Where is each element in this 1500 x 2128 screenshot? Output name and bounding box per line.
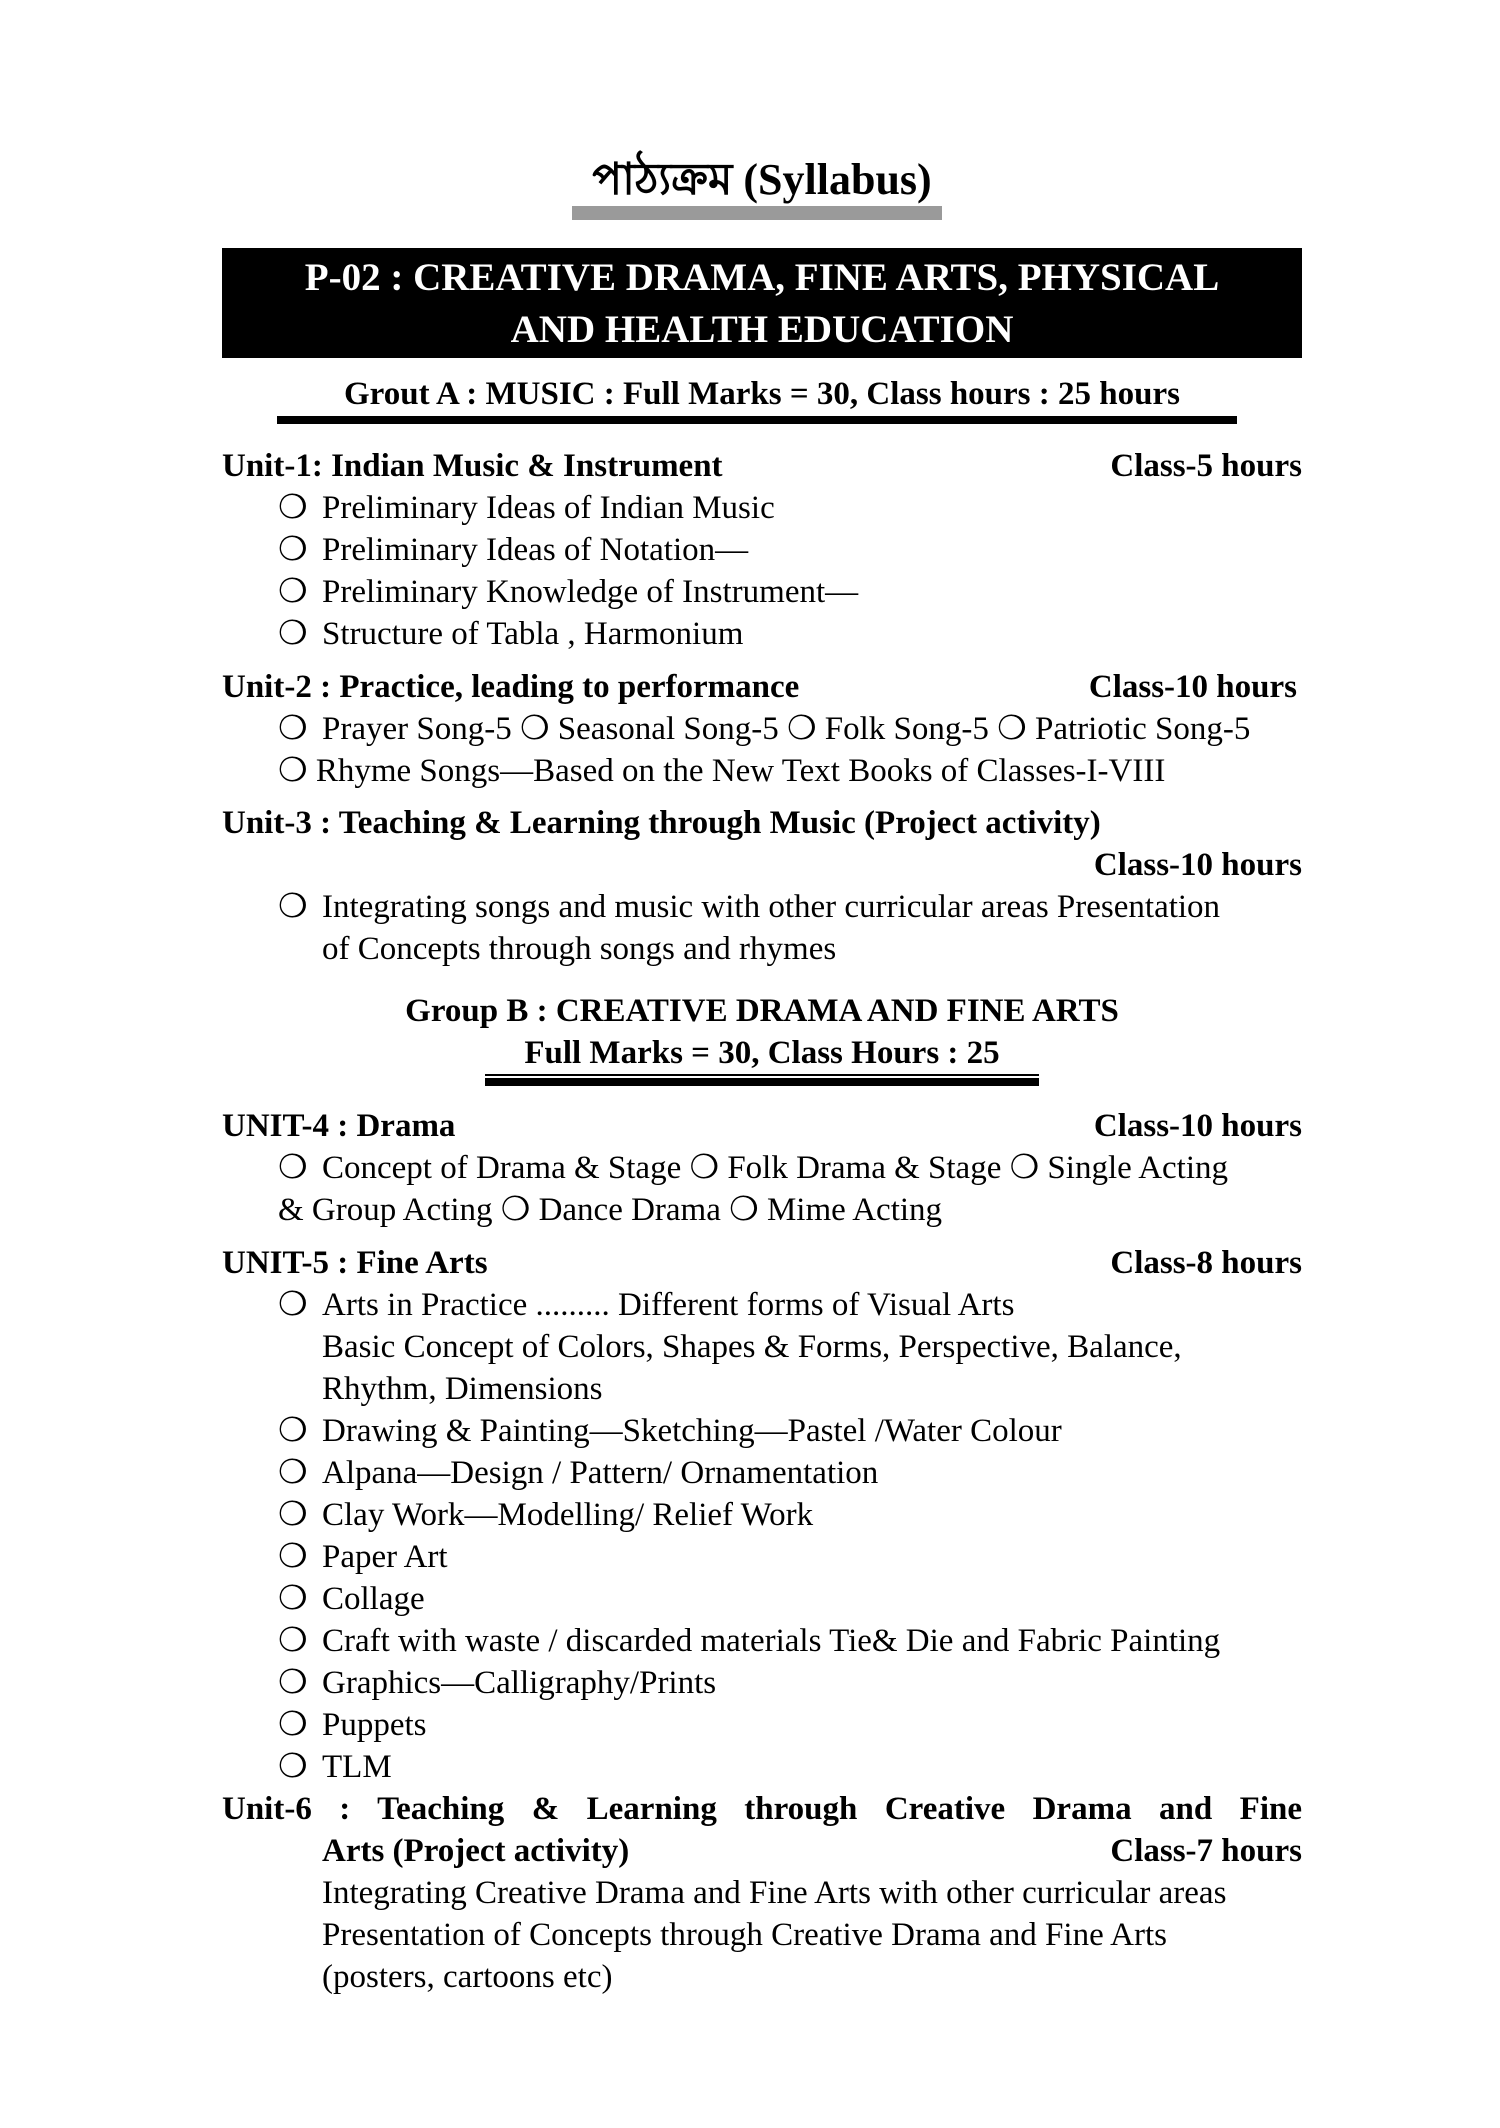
unit-4-hours: Class-10 hours bbox=[1093, 1108, 1302, 1144]
circle-bullet-icon: ❍ bbox=[278, 574, 308, 610]
group-b-marks: Full Marks = 30, Class Hours : 25 bbox=[524, 1035, 1000, 1071]
unit-5-heading bbox=[222, 1242, 1302, 1284]
circle-bullet-icon: ❍ bbox=[278, 532, 308, 568]
unit-6-text-line-3: (posters, cartoons etc) bbox=[322, 1959, 613, 1995]
unit-5-title: UNIT-5 : Fine Arts bbox=[222, 1245, 488, 1281]
unit-3-title: Unit-3 : Teaching & Learning through Music (Project activity) bbox=[222, 805, 1101, 841]
paper-banner bbox=[222, 248, 1302, 358]
unit-5-hours: Class-8 hours bbox=[1110, 1245, 1302, 1281]
circle-bullet-icon: ❍ bbox=[278, 1497, 308, 1533]
group-b-heading: Group B : CREATIVE DRAMA AND FINE ARTS bbox=[405, 993, 1119, 1029]
circle-bullet-icon: ❍ bbox=[278, 1413, 308, 1449]
circle-bullet-icon: ❍ bbox=[278, 1707, 308, 1743]
list-item: ❍ Concept of Drama & Stage ❍ Folk Drama & Stage ❍ Single Acting bbox=[278, 1147, 1228, 1189]
list-item: ❍ Arts in Practice ......... Different forms of Visual Arts bbox=[278, 1284, 1014, 1326]
list-item-continuation: ❍ Rhyme Songs—Based on the New Text Books of Classes-I-VIII bbox=[278, 753, 1166, 789]
unit-2-hours: Class-10 hours bbox=[1088, 669, 1297, 705]
list-item: ❍ Puppets bbox=[278, 1704, 427, 1746]
group-b-rule bbox=[485, 1078, 1039, 1086]
list-item-continuation: Basic Concept of Colors, Shapes & Forms, Perspective, Balance, bbox=[322, 1329, 1182, 1365]
list-item: ❍ Integrating songs and music with other curricular areas Presentation bbox=[278, 886, 1220, 928]
list-item: ❍ Alpana—Design / Pattern/ Ornamentation bbox=[278, 1452, 878, 1494]
unit-1-hours: Class-5 hours bbox=[1110, 448, 1302, 484]
list-item: ❍ Paper Art bbox=[278, 1536, 448, 1578]
unit-3-hours: Class-10 hours bbox=[1093, 847, 1302, 883]
list-item: ❍ Structure of Tabla , Harmonium bbox=[278, 613, 743, 655]
banner-line-2: AND HEALTH EDUCATION bbox=[510, 308, 1014, 351]
unit-1-title: Unit-1: Indian Music & Instrument bbox=[222, 448, 723, 484]
circle-bullet-icon: ❍ bbox=[278, 1623, 308, 1659]
group-a-rule bbox=[277, 416, 1237, 424]
list-item: ❍ Clay Work—Modelling/ Relief Work bbox=[278, 1494, 813, 1536]
circle-bullet-icon: ❍ bbox=[278, 1150, 308, 1186]
circle-bullet-icon: ❍ bbox=[278, 889, 308, 925]
list-item-continuation: & Group Acting ❍ Dance Drama ❍ Mime Acting bbox=[278, 1192, 943, 1228]
circle-bullet-icon: ❍ bbox=[278, 1665, 308, 1701]
circle-bullet-icon: ❍ bbox=[278, 1539, 308, 1575]
list-item: ❍ Preliminary Ideas of Notation— bbox=[278, 529, 748, 571]
page-title: পাঠ্যক্রম (Syllabus) bbox=[592, 155, 932, 204]
circle-bullet-icon: ❍ bbox=[278, 1455, 308, 1491]
circle-bullet-icon: ❍ bbox=[278, 1749, 308, 1785]
list-item: ❍ TLM bbox=[278, 1746, 392, 1788]
circle-bullet-icon: ❍ bbox=[278, 1287, 308, 1323]
unit-6-hours: Class-7 hours bbox=[1110, 1833, 1302, 1869]
unit-6-heading bbox=[222, 1830, 1302, 1872]
list-item-continuation: of Concepts through songs and rhymes bbox=[322, 931, 837, 967]
unit-6-text-line-2: Presentation of Concepts through Creative Drama and Fine Arts bbox=[322, 1917, 1167, 1953]
list-item: ❍ Drawing & Painting—Sketching—Pastel /Water Colour bbox=[278, 1410, 1062, 1452]
unit-6-title-line-1: Unit-6 : Teaching & Learning through Creative Drama and Fine bbox=[222, 1791, 1302, 1827]
circle-bullet-icon: ❍ bbox=[278, 616, 308, 652]
list-item: ❍ Prayer Song-5 ❍ Seasonal Song-5 ❍ Folk Song-5 ❍ Patriotic Song-5 bbox=[278, 708, 1250, 750]
unit-4-title: UNIT-4 : Drama bbox=[222, 1108, 456, 1144]
list-item: ❍ Preliminary Knowledge of Instrument— bbox=[278, 571, 858, 613]
unit-2-title: Unit-2 : Practice, leading to performance bbox=[222, 669, 800, 705]
circle-bullet-icon: ❍ bbox=[278, 490, 308, 526]
unit-1-heading bbox=[222, 445, 1302, 487]
unit-6-title-line-2: Arts (Project activity) bbox=[322, 1833, 630, 1869]
list-item: ❍ Collage bbox=[278, 1578, 425, 1620]
group-b-underline bbox=[485, 1074, 1039, 1076]
group-a-heading: Grout A : MUSIC : Full Marks = 30, Class hours : 25 hours bbox=[344, 376, 1180, 412]
list-item-continuation: Rhythm, Dimensions bbox=[322, 1371, 603, 1407]
list-item: ❍ Craft with waste / discarded materials Tie& Die and Fabric Painting bbox=[278, 1620, 1220, 1662]
banner-line-1: P-02 : CREATIVE DRAMA, FINE ARTS, PHYSICAL bbox=[304, 256, 1220, 299]
list-item: ❍ Preliminary Ideas of Indian Music bbox=[278, 487, 775, 529]
title-underline-bar bbox=[572, 206, 942, 220]
unit-4-heading bbox=[222, 1105, 1302, 1147]
circle-bullet-icon: ❍ bbox=[278, 711, 308, 747]
unit-6-text-line-1: Integrating Creative Drama and Fine Arts with other curricular areas bbox=[322, 1875, 1227, 1911]
unit-2-heading bbox=[222, 666, 1297, 708]
circle-bullet-icon: ❍ bbox=[278, 1581, 308, 1617]
list-item: ❍ Graphics—Calligraphy/Prints bbox=[278, 1662, 716, 1704]
